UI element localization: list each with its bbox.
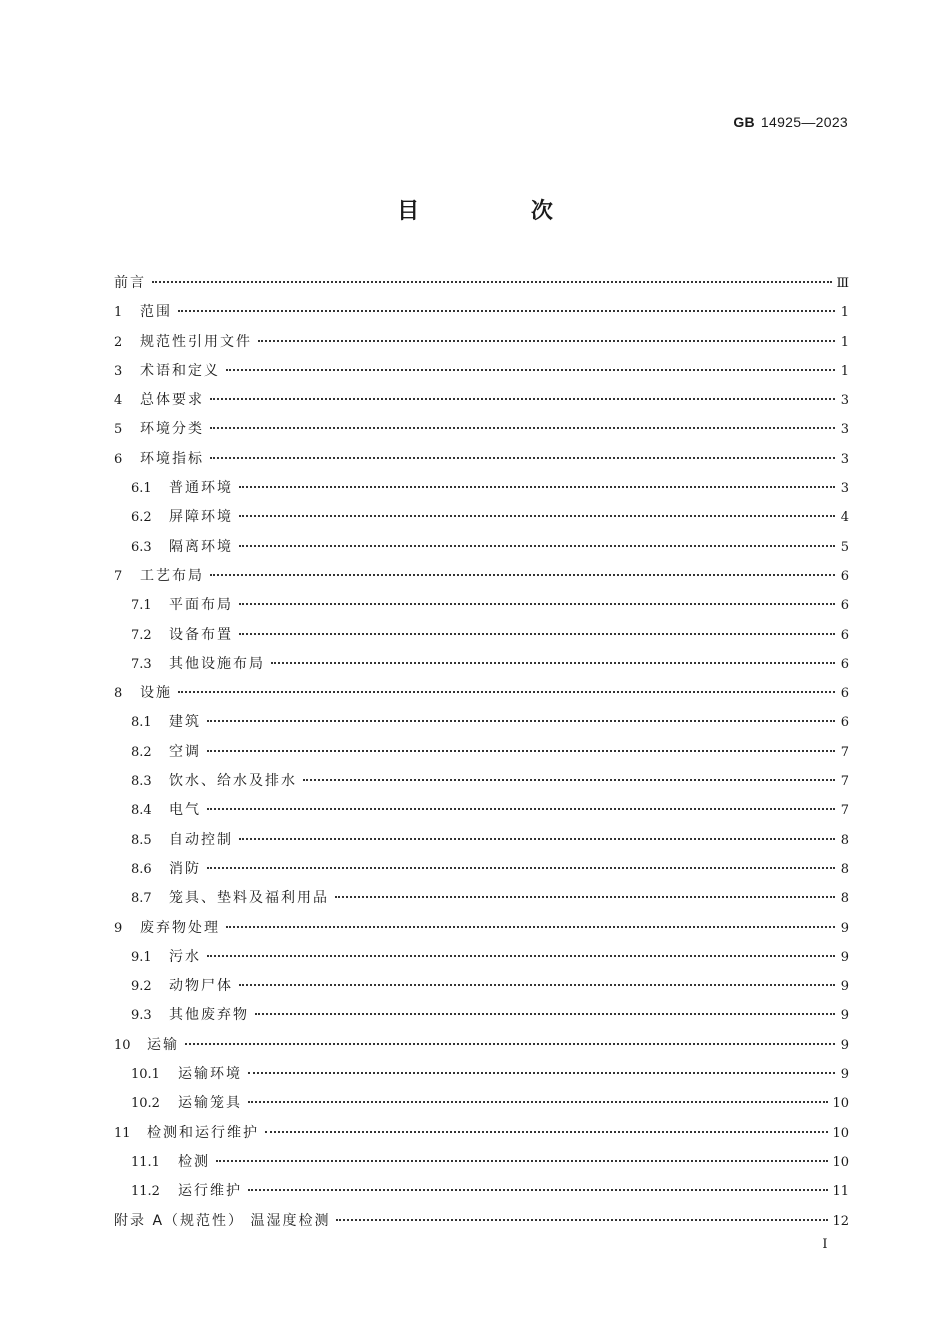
- toc-entry-page: 6: [840, 627, 849, 643]
- toc-entry-title: 运输笼具: [178, 1095, 242, 1112]
- toc-entry-title: 环境分类: [140, 421, 204, 438]
- toc-entry[interactable]: [114, 474, 849, 503]
- toc-entry[interactable]: [114, 884, 849, 913]
- toc-entry-number: 9.1: [131, 949, 152, 965]
- toc-entry[interactable]: [114, 1031, 849, 1060]
- toc-entry[interactable]: [114, 562, 849, 591]
- toc-leader-dots: [210, 397, 835, 400]
- toc-entry-number: 11.1: [131, 1154, 160, 1170]
- toc-leader-dots: [207, 954, 835, 957]
- toc-entry-title: 设备布置: [169, 626, 233, 643]
- toc-leader-dots: [248, 1071, 835, 1074]
- toc-entry-number: 9.2: [131, 979, 152, 995]
- toc-entry-page: 8: [840, 832, 849, 848]
- toc-entry-title: 笼具、垫料及福利用品: [169, 890, 329, 907]
- toc-entry-page: 9: [840, 979, 849, 995]
- toc-entry[interactable]: [114, 826, 849, 855]
- toc-entry[interactable]: [114, 533, 849, 562]
- toc-entry-number: 7.3: [131, 656, 152, 672]
- toc-entry-number: 3: [114, 363, 123, 379]
- toc-leader-dots: [207, 749, 835, 752]
- toc-entry-title: 其他废弃物: [169, 1007, 249, 1024]
- toc-entry-page: 3: [840, 393, 849, 409]
- page-number: Ⅰ: [822, 1237, 828, 1252]
- toc-entry-page: Ⅲ: [836, 276, 849, 291]
- toc-entry-number: 8.5: [131, 832, 152, 848]
- toc-entry-title: 前言: [114, 275, 146, 291]
- toc-leader-dots: [207, 807, 835, 810]
- toc-entry-title: 平面布局: [169, 597, 233, 614]
- toc-entry-page: 3: [840, 481, 849, 497]
- toc-entry-page: 1: [840, 334, 849, 350]
- toc-entry[interactable]: [114, 357, 849, 386]
- toc-entry-number: 8.3: [131, 774, 152, 790]
- toc-entry-page: 6: [840, 686, 849, 702]
- toc-entry[interactable]: [114, 855, 849, 884]
- toc-leader-dots: [178, 309, 835, 312]
- standard-number: 14925—2023: [760, 114, 848, 130]
- toc-entry[interactable]: [114, 328, 849, 357]
- toc-entry[interactable]: [114, 621, 849, 650]
- toc-entry-number: 9.3: [131, 1008, 152, 1024]
- toc-leader-dots: [226, 925, 835, 928]
- toc-entry-number: 6.1: [131, 481, 152, 497]
- toc-entry-title: 污水: [169, 948, 201, 965]
- toc-entry-title: 运输环境: [178, 1066, 242, 1083]
- toc-leader-dots: [271, 661, 835, 664]
- standard-code: [733, 114, 848, 130]
- toc-entry-page: 1: [840, 305, 849, 321]
- toc-entry-page: 11: [832, 1184, 849, 1200]
- toc-entry-page: 7: [840, 803, 849, 819]
- toc-entry-number: 5: [114, 422, 123, 438]
- page-title: 目 次: [397, 199, 605, 224]
- toc-leader-dots: [207, 866, 835, 869]
- toc-entry[interactable]: [114, 767, 849, 796]
- toc-leader-dots: [255, 1012, 835, 1015]
- toc-leader-dots: [239, 544, 835, 547]
- toc-entry-number: 6.3: [131, 539, 152, 555]
- toc-entry-number: 7.2: [131, 627, 152, 643]
- toc-leader-dots: [226, 368, 835, 371]
- toc-entry-page: 8: [840, 891, 849, 907]
- toc-entry-page: 9: [840, 920, 849, 936]
- toc-leader-dots: [248, 1188, 828, 1191]
- toc-leader-dots: [239, 514, 835, 517]
- table-of-contents: [114, 269, 849, 1236]
- toc-entry[interactable]: [114, 415, 849, 444]
- toc-leader-dots: [239, 602, 835, 605]
- toc-entry-title: 运输: [147, 1036, 179, 1053]
- toc-entry-page: 10: [832, 1154, 849, 1170]
- toc-entry-number: 7: [114, 568, 123, 584]
- toc-entry-title: 屏障环境: [169, 509, 233, 526]
- toc-entry-title: 其他设施布局: [169, 655, 265, 672]
- toc-leader-dots: [336, 1218, 828, 1221]
- toc-leader-dots: [185, 1042, 835, 1045]
- toc-entry[interactable]: [114, 650, 849, 679]
- toc-leader-dots: [210, 456, 835, 459]
- toc-entry-page: 3: [840, 422, 849, 438]
- toc-leader-dots: [239, 485, 835, 488]
- toc-entry-number: 4: [114, 393, 123, 409]
- toc-entry[interactable]: [114, 679, 849, 708]
- toc-entry-page: 6: [840, 656, 849, 672]
- toc-entry-title: 普通环境: [169, 480, 233, 497]
- toc-leader-dots: [239, 837, 835, 840]
- toc-entry-page: 6: [840, 715, 849, 731]
- toc-entry-page: 10: [832, 1096, 849, 1112]
- toc-entry-title: 范围: [140, 304, 172, 321]
- toc-entry-title: 检测: [178, 1153, 210, 1170]
- toc-entry-number: 10.1: [131, 1067, 160, 1083]
- toc-entry-title: 术语和定义: [140, 362, 220, 379]
- toc-leader-dots: [210, 426, 835, 429]
- toc-entry[interactable]: [114, 269, 849, 298]
- toc-entry-title: 废弃物处理: [140, 919, 220, 936]
- toc-leader-dots: [258, 339, 835, 342]
- toc-entry[interactable]: [114, 1060, 849, 1089]
- toc-entry-number: 2: [114, 334, 123, 350]
- toc-entry-number: 6.2: [131, 510, 152, 526]
- toc-entry-title: 消防: [169, 860, 201, 877]
- toc-entry-number: 8.4: [131, 803, 152, 819]
- toc-entry-number: 7.1: [131, 598, 152, 614]
- toc-entry[interactable]: [114, 1001, 849, 1030]
- toc-entry[interactable]: [114, 972, 849, 1001]
- toc-entry-title: 检测和运行维护: [147, 1124, 259, 1141]
- toc-entry[interactable]: [114, 1177, 849, 1206]
- toc-entry[interactable]: [114, 503, 849, 532]
- toc-entry-title: 规范性引用文件: [140, 333, 252, 350]
- toc-entry-page: 12: [832, 1213, 849, 1229]
- toc-entry[interactable]: [114, 1207, 849, 1236]
- toc-entry[interactable]: [114, 796, 849, 825]
- toc-entry-page: 3: [840, 451, 849, 467]
- toc-entry[interactable]: [114, 943, 849, 972]
- toc-entry-title: 自动控制: [169, 831, 233, 848]
- toc-entry-number: 8.6: [131, 861, 152, 877]
- toc-leader-dots: [248, 1100, 828, 1103]
- toc-entry-page: 9: [840, 1008, 849, 1024]
- toc-entry-page: 7: [840, 774, 849, 790]
- toc-entry-title: 饮水、给水及排水: [169, 773, 297, 790]
- toc-entry-title: 隔离环境: [169, 538, 233, 555]
- toc-entry-page: 9: [840, 1037, 849, 1053]
- toc-leader-dots: [210, 573, 835, 576]
- toc-entry-page: 6: [840, 568, 849, 584]
- toc-entry-page: 7: [840, 744, 849, 760]
- toc-entry[interactable]: [114, 445, 849, 474]
- toc-entry-page: 6: [840, 598, 849, 614]
- toc-entry-title: 工艺布局: [140, 567, 204, 584]
- toc-entry-title: 动物尸体: [169, 978, 233, 995]
- toc-leader-dots: [239, 983, 835, 986]
- toc-entry-title: 电气: [169, 802, 201, 819]
- toc-entry-number: 9: [114, 920, 123, 936]
- toc-leader-dots: [178, 690, 835, 693]
- toc-entry-page: 8: [840, 861, 849, 877]
- toc-leader-dots: [216, 1159, 828, 1162]
- toc-entry-title: 设施: [140, 685, 172, 702]
- toc-entry-number: 6: [114, 451, 123, 467]
- toc-entry-number: 8.1: [131, 715, 152, 731]
- toc-entry-number: 8: [114, 686, 123, 702]
- toc-leader-dots: [303, 778, 835, 781]
- toc-leader-dots: [265, 1130, 828, 1133]
- toc-leader-dots: [152, 280, 832, 283]
- toc-entry-number: 11: [114, 1125, 131, 1141]
- toc-leader-dots: [335, 895, 835, 898]
- toc-entry[interactable]: [114, 298, 849, 327]
- toc-entry-title: 运行维护: [178, 1183, 242, 1200]
- toc-entry-number: 11.2: [131, 1184, 160, 1200]
- toc-entry[interactable]: [114, 914, 849, 943]
- toc-entry-number: 8.2: [131, 744, 152, 760]
- toc-entry-page: 1: [840, 363, 849, 379]
- toc-entry-page: 5: [840, 539, 849, 555]
- toc-entry-title: 总体要求: [140, 392, 204, 409]
- toc-entry-page: 9: [840, 1067, 849, 1083]
- toc-entry[interactable]: [114, 591, 849, 620]
- toc-entry-number: 10.2: [131, 1096, 160, 1112]
- toc-entry-title: 建筑: [169, 714, 201, 731]
- toc-entry[interactable]: [114, 386, 849, 415]
- toc-entry[interactable]: [114, 1089, 849, 1118]
- toc-entry-title: 空调: [169, 743, 201, 760]
- toc-entry[interactable]: [114, 708, 849, 737]
- toc-entry-page: 4: [840, 510, 849, 526]
- toc-entry-title: 环境指标: [140, 450, 204, 467]
- standard-prefix: GB: [733, 114, 755, 130]
- toc-entry-number: 8.7: [131, 891, 152, 907]
- toc-entry-title: 附录 A（规范性） 温湿度检测: [114, 1212, 331, 1229]
- toc-entry-page: 10: [832, 1125, 849, 1141]
- toc-entry[interactable]: [114, 738, 849, 767]
- toc-leader-dots: [239, 632, 835, 635]
- toc-entry[interactable]: [114, 1148, 849, 1177]
- toc-entry-page: 9: [840, 949, 849, 965]
- toc-leader-dots: [207, 719, 835, 722]
- toc-entry[interactable]: [114, 1119, 849, 1148]
- toc-entry-number: 10: [114, 1037, 131, 1053]
- toc-entry-number: 1: [114, 305, 123, 321]
